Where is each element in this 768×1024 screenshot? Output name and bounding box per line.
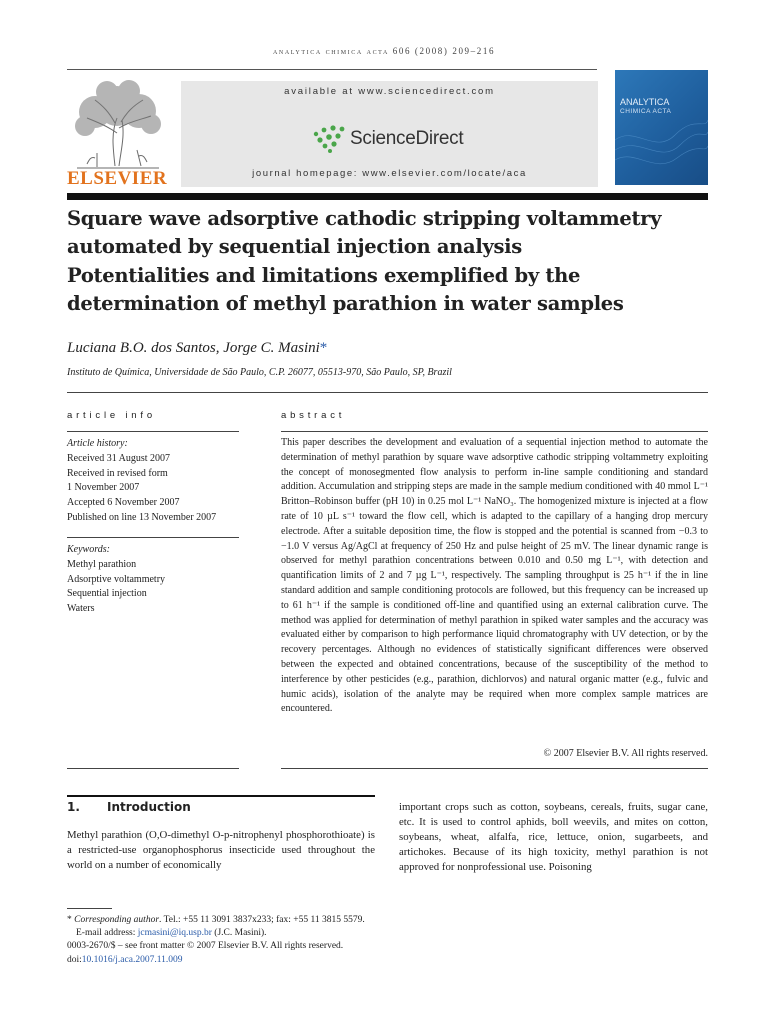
section-rule <box>67 392 708 393</box>
title-line: Square wave adsorptive cathodic stripping voltammetry <box>67 207 662 230</box>
abstract-rule <box>281 431 708 432</box>
doi-label: doi: <box>67 954 82 965</box>
corresponding-author-mark[interactable]: * <box>319 340 328 356</box>
sciencedirect-wordmark: ScienceDirect <box>350 128 464 149</box>
corresponding-label: Corresponding author <box>74 915 160 925</box>
introduction-paragraph-left: Methyl parathion (O,O-dimethyl O-p-nitrophenyl phosphorothioate) is a restricted-use organophosphorus insecticide used throughout the world on a number of economically <box>67 829 375 871</box>
keyword-item: Adsorptive voltammetry <box>67 573 166 585</box>
footnote-rule <box>67 908 112 909</box>
header-rule <box>67 69 597 70</box>
authors: Luciana B.O. dos Santos, Jorge C. Masini <box>67 340 320 356</box>
article-info-bottom-rule <box>67 768 239 769</box>
elsevier-wordmark: ELSEVIER <box>67 168 168 189</box>
running-head: analytica chimica acta 606 (2008) 209–216 <box>272 46 496 56</box>
abstract-bottom-rule <box>281 768 708 769</box>
article-title <box>67 205 708 318</box>
title-line: Potentialities and limitations exemplified by the <box>67 263 581 287</box>
corresponding-contact: . Tel.: +55 11 3091 3837x233; fax: +55 11 3815 5579. <box>159 915 365 925</box>
section-title: Introduction <box>107 800 191 814</box>
section-number: 1. <box>67 800 80 814</box>
author-line <box>67 340 327 357</box>
email-footnote <box>67 927 365 940</box>
history-item: Received 31 August 2007 <box>67 452 171 464</box>
footnotes <box>67 914 365 967</box>
keywords-label: Keywords: <box>67 544 110 555</box>
email-label: E-mail address: <box>76 928 138 939</box>
keywords <box>67 543 247 617</box>
available-at-link[interactable]: available at www.sciencedirect.com <box>284 86 495 97</box>
doi-line <box>67 954 365 967</box>
keywords-rule <box>67 537 239 538</box>
corresponding-footnote <box>67 914 365 927</box>
cover-pattern-icon <box>615 70 708 185</box>
title-rule <box>67 193 708 200</box>
history-item: 1 November 2007 <box>67 482 140 494</box>
issn-line: 0003-2670/$ – see front matter © 2007 Elsevier B.V. All rights reserved. <box>67 941 344 952</box>
email-link[interactable]: jcmasini@iq.usp.br <box>137 928 212 939</box>
keyword-item: Methyl parathion <box>67 558 137 570</box>
history-item: Published on line 13 November 2007 <box>67 511 217 523</box>
history-label: Article history: <box>67 438 128 449</box>
keyword-item: Sequential injection <box>67 588 147 600</box>
article-info-rule <box>67 431 239 432</box>
copyright-notice: © 2007 Elsevier B.V. All rights reserved. <box>543 748 708 759</box>
affiliation: Instituto de Química, Universidade de São Paulo, C.P. 26077, 05513-970, São Paulo, SP, Brazil <box>67 367 452 378</box>
footnote-mark: * <box>67 915 72 925</box>
introduction-paragraph-right: important crops such as cotton, soybeans, cereals, fruits, sugar cane, etc. It is used to control aphids, boll weevils, and mites on cotton, soybeans, wheat, alfalfa, rice, lettuce, onion, sugarbeets, and artichokes. Because of its high toxicity, methyl parathion is not approved for nonprofessional use. Poisoning <box>399 801 708 873</box>
journal-homepage-link[interactable]: journal homepage: www.elsevier.com/locate/aca <box>252 168 527 179</box>
article-info-heading: article info <box>67 410 156 421</box>
cover-title: ANALYTICA <box>620 97 670 107</box>
doi-link[interactable]: 10.1016/j.aca.2007.11.009 <box>81 954 183 965</box>
keyword-item: Waters <box>67 603 95 615</box>
history-item: Accepted 6 November 2007 <box>67 497 180 509</box>
title-line: automated by sequential injection analysis <box>67 235 522 259</box>
abstract-text: This paper describes the development and evaluation of a sequential injection method to automate the determination of methyl parathion by square wave adsorptive cathodic stripping voltammetry exploiting the concept of monosegmented flow analysis to perform in-line sample conditioning and standard addition. Accumulation and stripping steps are made in the sample medium conditioned with 40 mmol L⁻¹ Britton–Robinson buffer (pH 10) in 0.25 mol L⁻¹ NaNO₃. The homogenized mixture is injected at a flow rate of 10 µL s⁻¹ toward the flow cell, which is adapted to the capillary of a hanging drop mercury electrode. After a suitable deposition time, the flow is stopped and the potential is scanned from −0.3 to −1.0 V versus Ag/AgCl at frequency of 250 Hz and pulse height of 25 mV. The linear dynamic range is observed for methyl parathion concentrations between 0.010 and 0.50 mg L⁻¹, with detection and quantification limits of 2 and 7 µg L⁻¹, respectively. The sampling throughput is 25 h⁻¹ if the in line standard addition and sample conditioning protocols are followed, but this frequency can be increased up to 61 h⁻¹ if the sample is conditioned off-line and quantified using an external calibration curve. The method was applied for determination of methyl parathion in spiked water samples and the accuracy was evaluated either by comparison to high performance liquid chromatography with UV detection, or by the recovery percentages. Although no evidences of statistically significant differences were observed between the expected and obtained concentrations, because of the susceptibility of the method to interference by other pesticides (e.g., parathion, dichlorvos) and natural organic matter (e.g., fulvic and humic acids), isolation of the analyte may be required when more complex sample matrices are encountered. <box>281 437 708 715</box>
article-history <box>67 437 247 526</box>
introduction-rule <box>67 795 375 797</box>
title-line: determination of methyl parathion in water samples <box>67 291 624 315</box>
email-owner: (J.C. Masini). <box>211 928 267 939</box>
cover-subtitle: CHIMICA ACTA <box>620 108 672 115</box>
journal-cover-image <box>615 70 708 185</box>
history-item: Received in revised form <box>67 467 168 479</box>
abstract-heading: abstract <box>281 410 346 421</box>
